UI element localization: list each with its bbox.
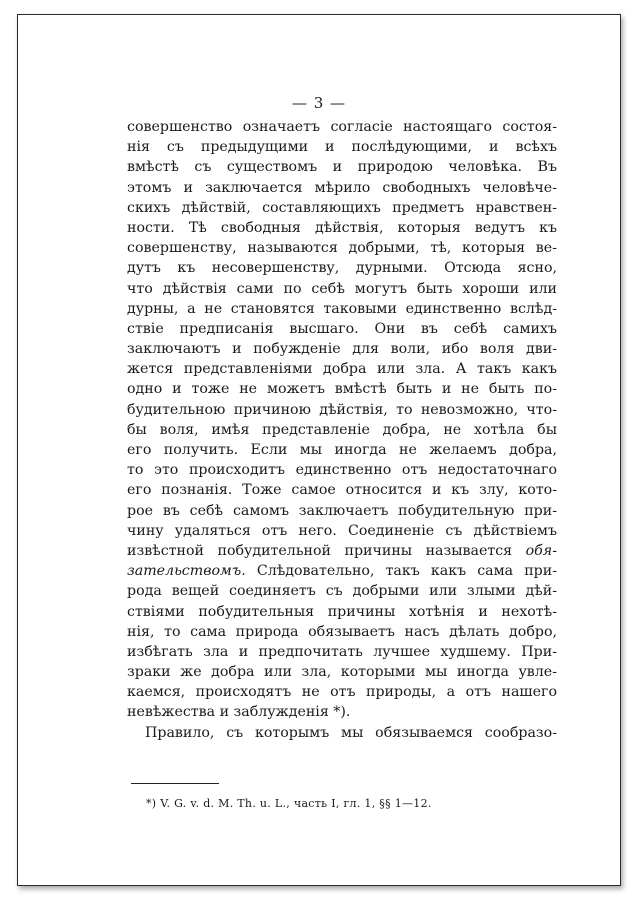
text-segment: извѣстной побудительной причины называется: [127, 542, 513, 559]
emphasized-term: обя-: [525, 542, 557, 559]
text-line: каемся, происходятъ не отъ природы, а отъ нашего: [127, 684, 557, 701]
text-line: дутъ къ несовершенству, дурными. Отсюда ясно,: [127, 260, 557, 277]
text-line: заключаютъ и побужденіе для воли, ибо воля дви-: [127, 341, 557, 358]
text-line: рое въ себѣ самомъ заключаетъ побудительную при-: [127, 502, 557, 519]
text-line: дурны, а не становятся таковыми единственно вслѣд-: [127, 300, 557, 317]
page-number: — 3 —: [291, 94, 347, 112]
text-line: что дѣйствія сами по себѣ могутъ быть хороши или: [127, 280, 557, 297]
text-line: будительною причиною дѣйствія, то невозможно, что-: [127, 401, 557, 418]
text-line: одно и тоже не можетъ вмѣстѣ быть и не быть по-: [127, 381, 557, 398]
text-line: ствіями побудительныя причины хотѣнія и нехотѣ-: [127, 603, 557, 620]
text-line-with-emphasis: [127, 541, 557, 561]
text-line: нія, то сама природа обязываетъ насъ дѣлать добро,: [127, 623, 557, 640]
text-line: ствіе предписанія высшаго. Они въ себѣ самихъ: [127, 320, 557, 337]
footnote: *) V. G. v. d. M. Th. u. L., часть I, гл. 1, §§ 1—12.: [146, 797, 432, 810]
text-line: невѣжества и заблужденія *).: [127, 704, 351, 721]
text-line: то это происходитъ единственно отъ недостаточнаго: [127, 462, 557, 479]
text-line: вмѣстѣ съ существомъ и природою человѣка. Въ: [127, 159, 557, 176]
emphasized-term: зательствомъ: [127, 563, 242, 580]
text-line: жется представленіями добра или зла. А такъ какъ: [127, 361, 557, 378]
text-line: чину удаляться отъ него. Соединеніе съ дѣйствіемъ: [127, 522, 557, 539]
footnote-divider: [131, 783, 219, 784]
text-line: нія съ предыдущими и послѣдующими, и всѣхъ: [127, 139, 557, 156]
text-line: рода вещей соединяетъ съ добрыми или злыми дѣй-: [127, 583, 557, 600]
text-line: его познанія. Тоже самое относится и къ злу, кото-: [127, 482, 557, 499]
text-line: совершенству, называются добрыми, тѣ, которыя ве-: [127, 240, 557, 257]
text-line: совершенство означаетъ согласіе настоящаго состоя-: [127, 119, 557, 135]
text-segment: . Слѣдовательно, такъ какъ сама при-: [241, 563, 557, 580]
text-line: этомъ и заключается мѣрило свободныхъ человѣче-: [127, 179, 557, 196]
text-line: бы воля, имѣя представленіе добра, не хотѣла бы: [127, 421, 557, 438]
text-line: зраки же добра или зла, которыми мы иногда увле-: [127, 664, 557, 681]
body-text: [127, 117, 557, 743]
text-line: избѣгать зла и предпочитать лучшее худшему. При-: [127, 643, 557, 660]
text-line: скихъ дѣйствій, составляющихъ предметъ нравствен-: [127, 199, 557, 216]
text-line-with-emphasis: [127, 561, 557, 581]
text-line: Правило, съ которымъ мы обязываемся сообразо-: [145, 724, 557, 741]
text-line: ности. Тѣ свободныя дѣйствія, которыя ведутъ къ: [127, 219, 557, 236]
document-page: [17, 14, 621, 886]
text-line: его получить. Если мы иногда не желаемъ добра,: [127, 442, 557, 458]
